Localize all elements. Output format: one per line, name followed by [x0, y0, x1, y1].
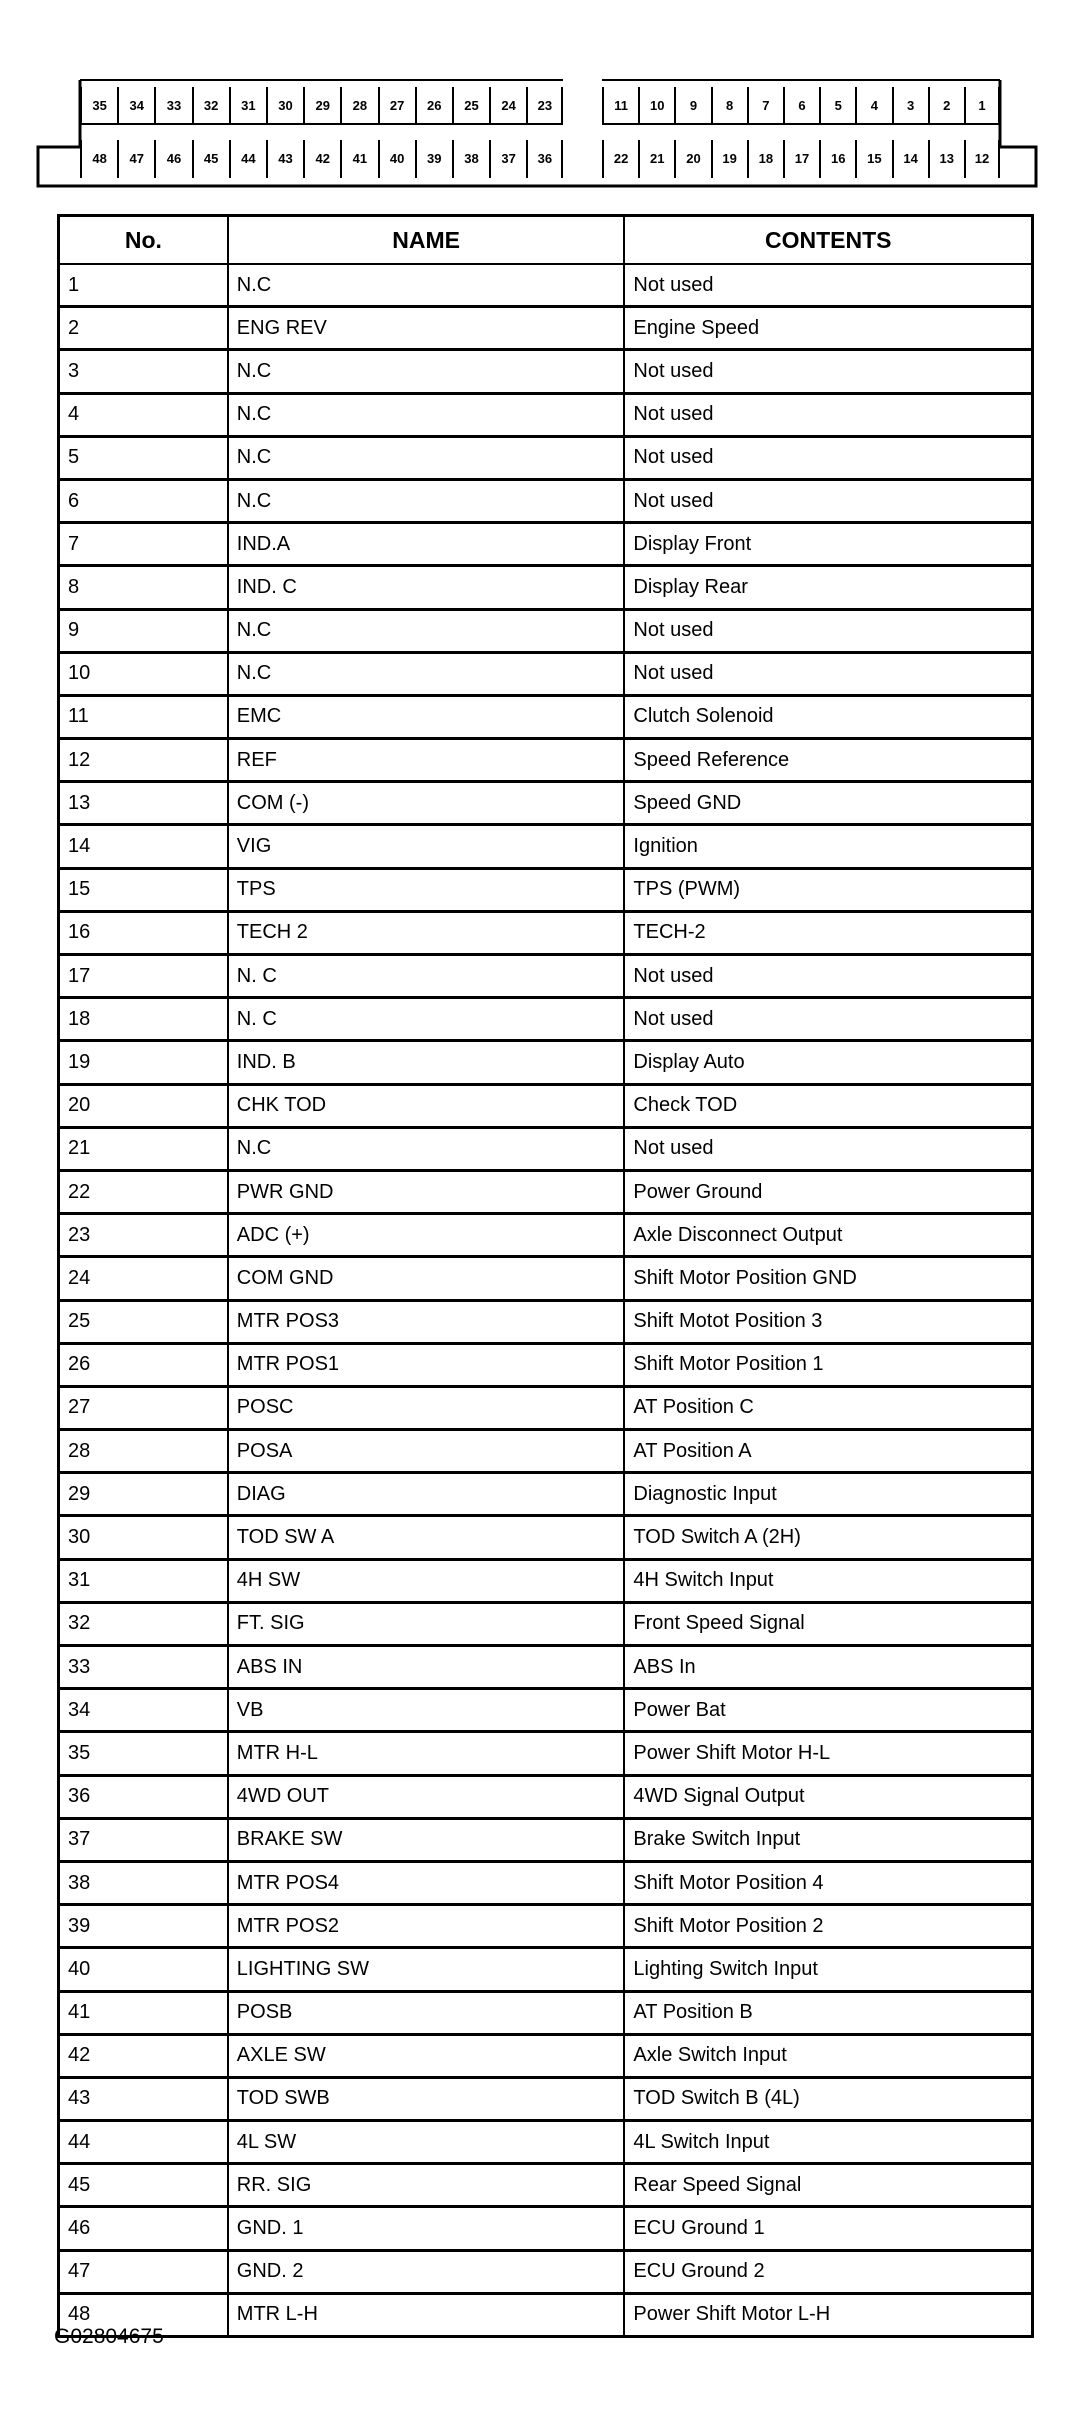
connector-pin: 3: [892, 87, 928, 125]
table-row: [59, 2250, 1033, 2293]
cell-name: ENG REV: [228, 307, 625, 350]
cell-no: 26: [59, 1343, 228, 1386]
connector-pin: 27: [378, 87, 415, 125]
connector-pin: 9: [674, 87, 710, 125]
table-row: [59, 264, 1033, 307]
cell-name: GND. 2: [228, 2250, 625, 2293]
cell-no: 19: [59, 1041, 228, 1084]
connector-pin: 33: [154, 87, 191, 125]
cell-contents: Not used: [624, 479, 1032, 522]
header-contents: CONTENTS: [624, 216, 1032, 265]
cell-no: 37: [59, 1818, 228, 1861]
cell-no: 43: [59, 2077, 228, 2120]
connector-pin: 17: [783, 140, 819, 178]
connector-pin: 10: [638, 87, 674, 125]
cell-no: 8: [59, 566, 228, 609]
cell-no: 17: [59, 955, 228, 998]
cell-contents: Shift Motot Position 3: [624, 1300, 1032, 1343]
cell-name: IND.A: [228, 523, 625, 566]
table-row: [59, 739, 1033, 782]
cell-contents: Not used: [624, 652, 1032, 695]
cell-name: IND. C: [228, 566, 625, 609]
cell-no: 30: [59, 1516, 228, 1559]
table-row: [59, 1818, 1033, 1861]
cell-name: DIAG: [228, 1473, 625, 1516]
cell-name: N.C: [228, 436, 625, 479]
cell-name: N. C: [228, 998, 625, 1041]
cell-name: TPS: [228, 868, 625, 911]
cell-no: 2: [59, 307, 228, 350]
cell-contents: 4WD Signal Output: [624, 1775, 1032, 1818]
cell-name: LIGHTING SW: [228, 1948, 625, 1991]
connector-pin: 34: [117, 87, 154, 125]
pin-assignment-table: [57, 214, 1034, 2338]
table-row: [59, 652, 1033, 695]
table-row: [59, 1516, 1033, 1559]
cell-no: 4: [59, 393, 228, 436]
cell-name: EMC: [228, 695, 625, 738]
cell-name: N.C: [228, 264, 625, 307]
table-row: [59, 436, 1033, 479]
table-row: [59, 1170, 1033, 1213]
cell-no: 18: [59, 998, 228, 1041]
cell-name: N.C: [228, 393, 625, 436]
cell-name: COM (-): [228, 782, 625, 825]
cell-contents: TECH-2: [624, 911, 1032, 954]
cell-no: 12: [59, 739, 228, 782]
cell-contents: Display Auto: [624, 1041, 1032, 1084]
connector-pin: 2: [928, 87, 964, 125]
table-row: [59, 1430, 1033, 1473]
cell-contents: Shift Motor Position GND: [624, 1257, 1032, 1300]
table-row: [59, 1905, 1033, 1948]
cell-no: 28: [59, 1430, 228, 1473]
cell-no: 40: [59, 1948, 228, 1991]
table-row: [59, 1041, 1033, 1084]
cell-contents: Not used: [624, 264, 1032, 307]
cell-contents: Power Shift Motor L-H: [624, 2293, 1032, 2336]
connector-bottom-row-left: [80, 140, 563, 178]
table-row: [59, 2207, 1033, 2250]
connector-pin: 45: [192, 140, 229, 178]
cell-contents: Axle Disconnect Output: [624, 1214, 1032, 1257]
connector-top-row-right: [602, 87, 1000, 125]
connector-pin: 41: [340, 140, 377, 178]
cell-name: MTR POS4: [228, 1861, 625, 1904]
table-row: [59, 1300, 1033, 1343]
connector-pin: 29: [303, 87, 340, 125]
cell-no: 41: [59, 1991, 228, 2034]
cell-contents: Ignition: [624, 825, 1032, 868]
table-row: [59, 1127, 1033, 1170]
cell-name: N.C: [228, 479, 625, 522]
cell-contents: Brake Switch Input: [624, 1818, 1032, 1861]
cell-no: 35: [59, 1732, 228, 1775]
connector-pin: 37: [489, 140, 526, 178]
cell-contents: AT Position B: [624, 1991, 1032, 2034]
cell-contents: Not used: [624, 955, 1032, 998]
cell-no: 36: [59, 1775, 228, 1818]
cell-no: 47: [59, 2250, 228, 2293]
connector-top-row-left: [80, 87, 563, 125]
cell-name: REF: [228, 739, 625, 782]
connector-pin: 25: [452, 87, 489, 125]
table-row: [59, 1473, 1033, 1516]
connector-pin: 31: [229, 87, 266, 125]
cell-no: 25: [59, 1300, 228, 1343]
table-row: [59, 955, 1033, 998]
table-row: [59, 1386, 1033, 1429]
figure-code: G02804675: [54, 2325, 164, 2348]
cell-no: 15: [59, 868, 228, 911]
table-row: [59, 479, 1033, 522]
connector-pin: 8: [711, 87, 747, 125]
cell-no: 13: [59, 782, 228, 825]
cell-contents: Rear Speed Signal: [624, 2164, 1032, 2207]
connector-pin: 23: [526, 87, 563, 125]
table-row: [59, 1084, 1033, 1127]
cell-name: TECH 2: [228, 911, 625, 954]
cell-name: TOD SWB: [228, 2077, 625, 2120]
cell-no: 11: [59, 695, 228, 738]
table-row: [59, 350, 1033, 393]
cell-no: 42: [59, 2034, 228, 2077]
cell-no: 23: [59, 1214, 228, 1257]
cell-contents: Not used: [624, 393, 1032, 436]
connector-pin: 1: [964, 87, 1000, 125]
cell-contents: Power Ground: [624, 1170, 1032, 1213]
cell-contents: Not used: [624, 998, 1032, 1041]
cell-contents: Not used: [624, 1127, 1032, 1170]
cell-name: BRAKE SW: [228, 1818, 625, 1861]
cell-name: POSB: [228, 1991, 625, 2034]
table-row: [59, 566, 1033, 609]
connector-pin: 46: [154, 140, 191, 178]
cell-name: MTR L-H: [228, 2293, 625, 2336]
connector-pin: 6: [783, 87, 819, 125]
table-row: [59, 2164, 1033, 2207]
connector-pin: 48: [80, 140, 117, 178]
table-row: [59, 1343, 1033, 1386]
cell-contents: Display Rear: [624, 566, 1032, 609]
table-body: [59, 264, 1033, 2337]
cell-name: RR. SIG: [228, 2164, 625, 2207]
table-row: [59, 1559, 1033, 1602]
cell-name: COM GND: [228, 1257, 625, 1300]
connector-pin: 35: [80, 87, 117, 125]
cell-no: 20: [59, 1084, 228, 1127]
cell-name: MTR POS3: [228, 1300, 625, 1343]
connector-pin: 5: [819, 87, 855, 125]
cell-name: N.C: [228, 1127, 625, 1170]
table-row: [59, 782, 1033, 825]
cell-no: 39: [59, 1905, 228, 1948]
table-row: [59, 523, 1033, 566]
cell-no: 32: [59, 1602, 228, 1645]
cell-no: 46: [59, 2207, 228, 2250]
cell-name: ADC (+): [228, 1214, 625, 1257]
table-row: [59, 393, 1033, 436]
connector-pin: 7: [747, 87, 783, 125]
cell-name: 4WD OUT: [228, 1775, 625, 1818]
cell-no: 45: [59, 2164, 228, 2207]
cell-no: 34: [59, 1689, 228, 1732]
connector-pin: 21: [638, 140, 674, 178]
cell-name: POSA: [228, 1430, 625, 1473]
cell-name: N. C: [228, 955, 625, 998]
table-row: [59, 307, 1033, 350]
cell-no: 44: [59, 2121, 228, 2164]
table-row: [59, 998, 1033, 1041]
connector-pin: 30: [266, 87, 303, 125]
table-row: [59, 609, 1033, 652]
table-row: [59, 868, 1033, 911]
cell-contents: Shift Motor Position 4: [624, 1861, 1032, 1904]
cell-contents: TPS (PWM): [624, 868, 1032, 911]
header-name: NAME: [228, 216, 625, 265]
table-row: [59, 1602, 1033, 1645]
table-row: [59, 2293, 1033, 2336]
table-row: [59, 1732, 1033, 1775]
connector-pin: 14: [892, 140, 928, 178]
cell-name: VB: [228, 1689, 625, 1732]
cell-contents: Power Shift Motor H-L: [624, 1732, 1032, 1775]
cell-name: CHK TOD: [228, 1084, 625, 1127]
cell-contents: ABS In: [624, 1646, 1032, 1689]
cell-contents: AT Position C: [624, 1386, 1032, 1429]
cell-name: PWR GND: [228, 1170, 625, 1213]
cell-no: 29: [59, 1473, 228, 1516]
cell-contents: 4H Switch Input: [624, 1559, 1032, 1602]
cell-contents: Front Speed Signal: [624, 1602, 1032, 1645]
connector-pin: 39: [415, 140, 452, 178]
table-row: [59, 2077, 1033, 2120]
cell-name: POSC: [228, 1386, 625, 1429]
table-row: [59, 1257, 1033, 1300]
cell-no: 38: [59, 1861, 228, 1904]
cell-name: N.C: [228, 652, 625, 695]
cell-contents: Diagnostic Input: [624, 1473, 1032, 1516]
table-row: [59, 2121, 1033, 2164]
table-header-row: [59, 216, 1033, 265]
cell-contents: ECU Ground 1: [624, 2207, 1032, 2250]
connector-pin: 44: [229, 140, 266, 178]
table-row: [59, 1948, 1033, 1991]
cell-no: 31: [59, 1559, 228, 1602]
connector-pin: 11: [602, 87, 638, 125]
cell-no: 33: [59, 1646, 228, 1689]
cell-contents: Not used: [624, 436, 1032, 479]
connector-pin: 28: [340, 87, 377, 125]
cell-no: 6: [59, 479, 228, 522]
table-row: [59, 1214, 1033, 1257]
table-row: [59, 1689, 1033, 1732]
cell-contents: Not used: [624, 609, 1032, 652]
cell-name: N.C: [228, 609, 625, 652]
cell-no: 24: [59, 1257, 228, 1300]
table-row: [59, 1646, 1033, 1689]
connector-pin: 4: [855, 87, 891, 125]
table-row: [59, 1775, 1033, 1818]
table-row: [59, 695, 1033, 738]
cell-name: VIG: [228, 825, 625, 868]
table-row: [59, 825, 1033, 868]
connector-pin: 26: [415, 87, 452, 125]
cell-name: MTR POS2: [228, 1905, 625, 1948]
cell-name: 4H SW: [228, 1559, 625, 1602]
connector-diagram: [0, 0, 1074, 200]
table-row: [59, 911, 1033, 954]
cell-contents: Power Bat: [624, 1689, 1032, 1732]
cell-name: MTR H-L: [228, 1732, 625, 1775]
connector-pin: 24: [489, 87, 526, 125]
cell-no: 5: [59, 436, 228, 479]
connector-pin: 20: [674, 140, 710, 178]
cell-name: AXLE SW: [228, 2034, 625, 2077]
cell-name: ABS IN: [228, 1646, 625, 1689]
cell-no: 21: [59, 1127, 228, 1170]
connector-bottom-row-right: [602, 140, 1000, 178]
cell-no: 22: [59, 1170, 228, 1213]
cell-name: GND. 1: [228, 2207, 625, 2250]
connector-pin: 13: [928, 140, 964, 178]
cell-contents: Clutch Solenoid: [624, 695, 1032, 738]
header-no: No.: [59, 216, 228, 265]
cell-contents: Check TOD: [624, 1084, 1032, 1127]
cell-contents: TOD Switch A (2H): [624, 1516, 1032, 1559]
cell-contents: Speed GND: [624, 782, 1032, 825]
connector-pin: 38: [452, 140, 489, 178]
connector-pin: 42: [303, 140, 340, 178]
table-row: [59, 1991, 1033, 2034]
cell-no: 7: [59, 523, 228, 566]
cell-contents: TOD Switch B (4L): [624, 2077, 1032, 2120]
cell-name: N.C: [228, 350, 625, 393]
cell-no: 9: [59, 609, 228, 652]
cell-name: 4L SW: [228, 2121, 625, 2164]
cell-contents: Lighting Switch Input: [624, 1948, 1032, 1991]
cell-contents: Engine Speed: [624, 307, 1032, 350]
cell-no: 1: [59, 264, 228, 307]
cell-name: FT. SIG: [228, 1602, 625, 1645]
cell-no: 14: [59, 825, 228, 868]
cell-contents: AT Position A: [624, 1430, 1032, 1473]
cell-no: 48: [59, 2293, 228, 2336]
connector-pin: 43: [266, 140, 303, 178]
cell-contents: Not used: [624, 350, 1032, 393]
cell-name: MTR POS1: [228, 1343, 625, 1386]
cell-no: 27: [59, 1386, 228, 1429]
cell-contents: ECU Ground 2: [624, 2250, 1032, 2293]
connector-pin: 40: [378, 140, 415, 178]
cell-name: IND. B: [228, 1041, 625, 1084]
connector-pin: 16: [819, 140, 855, 178]
cell-contents: Axle Switch Input: [624, 2034, 1032, 2077]
cell-no: 16: [59, 911, 228, 954]
cell-contents: Speed Reference: [624, 739, 1032, 782]
connector-pin: 12: [964, 140, 1000, 178]
cell-no: 10: [59, 652, 228, 695]
connector-pin: 47: [117, 140, 154, 178]
cell-no: 3: [59, 350, 228, 393]
table-row: [59, 1861, 1033, 1904]
cell-contents: Display Front: [624, 523, 1032, 566]
connector-pin: 18: [747, 140, 783, 178]
connector-pin: 36: [526, 140, 563, 178]
cell-contents: Shift Motor Position 1: [624, 1343, 1032, 1386]
connector-pin: 32: [192, 87, 229, 125]
connector-pin: 22: [602, 140, 638, 178]
cell-contents: Shift Motor Position 2: [624, 1905, 1032, 1948]
cell-contents: 4L Switch Input: [624, 2121, 1032, 2164]
connector-pin: 19: [711, 140, 747, 178]
connector-pin: 15: [855, 140, 891, 178]
table-row: [59, 2034, 1033, 2077]
cell-name: TOD SW A: [228, 1516, 625, 1559]
